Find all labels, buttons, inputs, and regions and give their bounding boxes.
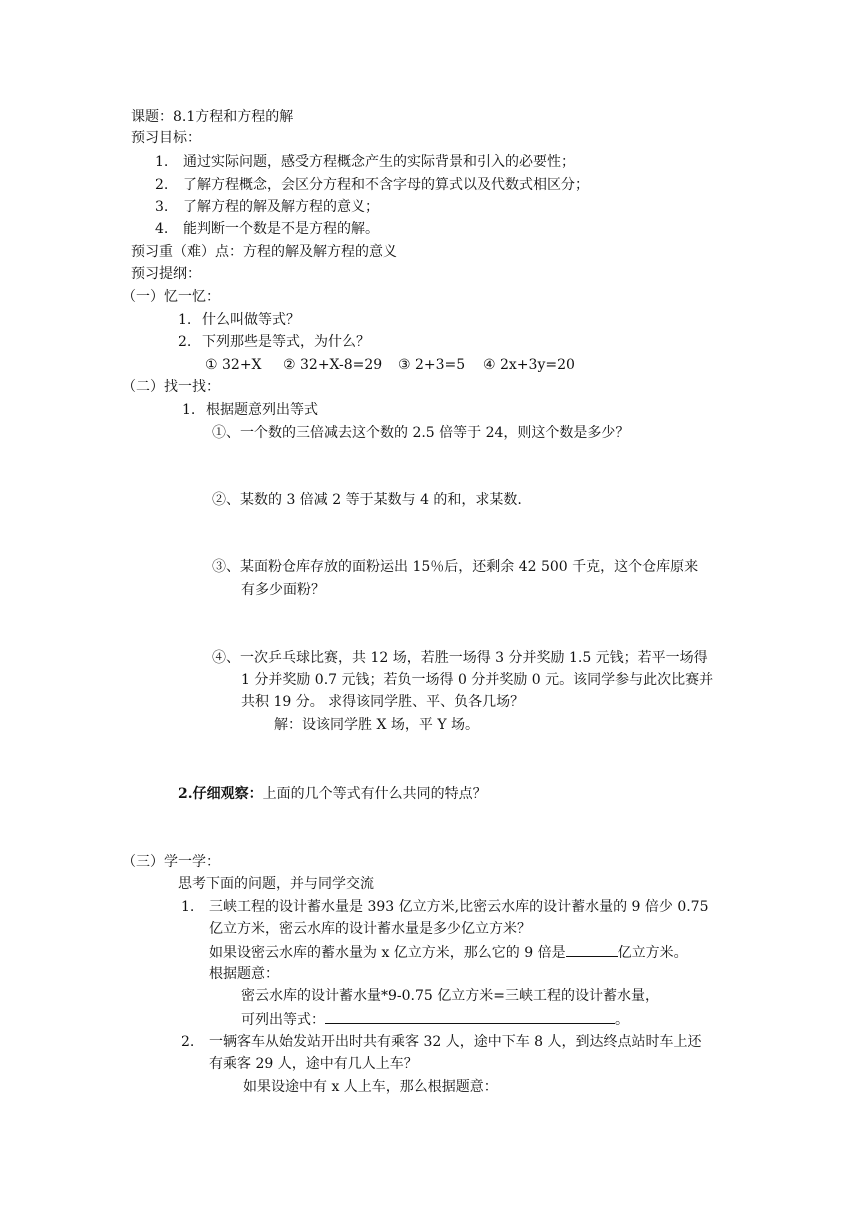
problem-4-line-3: 共积 19 分。 求得该同学胜、平、负各几场？: [241, 694, 525, 710]
section-intro: 思考下面的问题，并与同学交流: [178, 876, 374, 892]
question-item: [182, 400, 318, 420]
goal-number: 3.: [155, 199, 169, 215]
goals-label: 预习目标：: [131, 130, 201, 146]
study-question-1-line-1: [181, 897, 709, 917]
question-number: 1.: [181, 899, 195, 915]
study-question-2-line-2: 有乘客 29 人，途中有几人上车？: [209, 1056, 418, 1072]
fill-blank[interactable]: [566, 942, 618, 957]
document-title: 课题：8.1方程和方程的解: [131, 109, 294, 125]
study-question-2-line-1: [181, 1032, 702, 1052]
goal-item: [155, 219, 379, 239]
section-heading: （二）找一找：: [122, 379, 220, 395]
option-2: ② 32+X-8=29: [283, 357, 383, 373]
question-number: 2.: [178, 334, 192, 350]
study-question-1-line-6: [241, 1009, 629, 1030]
goal-text: 通过实际问题，感受方程概念产生的实际背景和引入的必要性；: [183, 154, 575, 170]
study-question-2-line-3: 如果设途中有 x 人上车，那么根据题意：: [243, 1079, 498, 1095]
question-number: 1.: [178, 312, 192, 328]
option-3: ③ 2+3=5: [398, 357, 466, 373]
problem-4-solution: 解：设该同学胜 X 场，平 Y 场。: [274, 717, 480, 733]
key-point: 预习重（难）点：方程的解及解方程的意义: [131, 244, 397, 260]
goal-number: 1.: [155, 154, 169, 170]
equation-suffix: 。: [615, 1012, 629, 1028]
section-heading: （一）忆一忆：: [122, 289, 220, 305]
goal-item: [155, 152, 575, 172]
problem-2: ②、某数的 3 倍减 2 等于某数与 4 的和，求某数.: [212, 492, 522, 508]
goal-text: 了解方程概念，会区分方程和不含字母的算式以及代数式相区分；: [183, 177, 589, 193]
observe-label: 2.仔细观察：: [178, 786, 263, 802]
question-item: [178, 310, 300, 330]
study-question-1-line-3: [209, 942, 688, 963]
equation-blank[interactable]: [325, 1009, 615, 1024]
goal-text: 能判断一个数是不是方程的解。: [183, 221, 379, 237]
question-number: 2.: [181, 1034, 195, 1050]
option-4: ④ 2x+3y=20: [483, 357, 575, 373]
observe-text: 上面的几个等式有什么共同的特点？: [262, 786, 487, 802]
question-text: 根据题意列出等式: [206, 402, 318, 418]
question-item: [178, 332, 370, 352]
question-text: 什么叫做等式？: [202, 312, 300, 328]
problem-4-line-2: 1 分并奖励 0.7 元钱；若负一场得 0 分并奖励 0 元。该同学参与此次比赛并: [241, 672, 714, 688]
question-text: 三峡工程的设计蓄水量是 393 亿立方米,比密云水库的设计蓄水量的 9 倍少 0.75: [209, 899, 709, 915]
study-question-1-line-4: 根据题意：: [209, 966, 279, 982]
problem-4-line-1: ④、一次乒乓球比赛，共 12 场，若胜一场得 3 分并奖励 1.5 元钱；若平一场得: [212, 650, 708, 666]
option-1: ① 32+X: [205, 357, 262, 373]
outline-label: 预习提纲：: [131, 266, 201, 282]
goal-text: 了解方程的解及解方程的意义；: [183, 199, 379, 215]
study-question-1-line-5: 密云水库的设计蓄水量*9-0.75 亿立方米=三峡工程的设计蓄水量，: [241, 988, 659, 1004]
problem-3-line-2: 有多少面粉？: [241, 582, 325, 598]
problem-3-line-1: ③、某面粉仓库存放的面粉运出 15％后，还剩余 42 500 千克，这个仓库原来: [212, 559, 699, 575]
goal-number: 2.: [155, 177, 169, 193]
options-row: [205, 355, 575, 375]
goal-item: [155, 175, 589, 195]
study-question-1-line-2: 亿立方米，密云水库的设计蓄水量是多少亿立方米？: [209, 921, 531, 937]
goal-item: [155, 197, 379, 217]
observe-line: [178, 784, 487, 804]
goal-number: 4.: [155, 221, 169, 237]
question-text: 下列那些是等式，为什么？: [202, 334, 370, 350]
problem-1: ①、一个数的三倍减去这个数的 2.5 倍等于 24，则这个数是多少？: [212, 425, 630, 441]
fill-suffix: 亿立方米。: [617, 945, 688, 961]
question-number: 1.: [182, 402, 196, 418]
equation-prompt: 可列出等式：: [241, 1012, 325, 1028]
fill-prompt: 如果设密云水库的蓄水量为 x 亿立方米，那么它的 9 倍是: [209, 945, 566, 961]
question-text: 一辆客车从始发站开出时共有乘客 32 人，途中下车 8 人，到达终点站时车上还: [209, 1034, 702, 1050]
section-heading: （三）学一学：: [122, 854, 220, 870]
